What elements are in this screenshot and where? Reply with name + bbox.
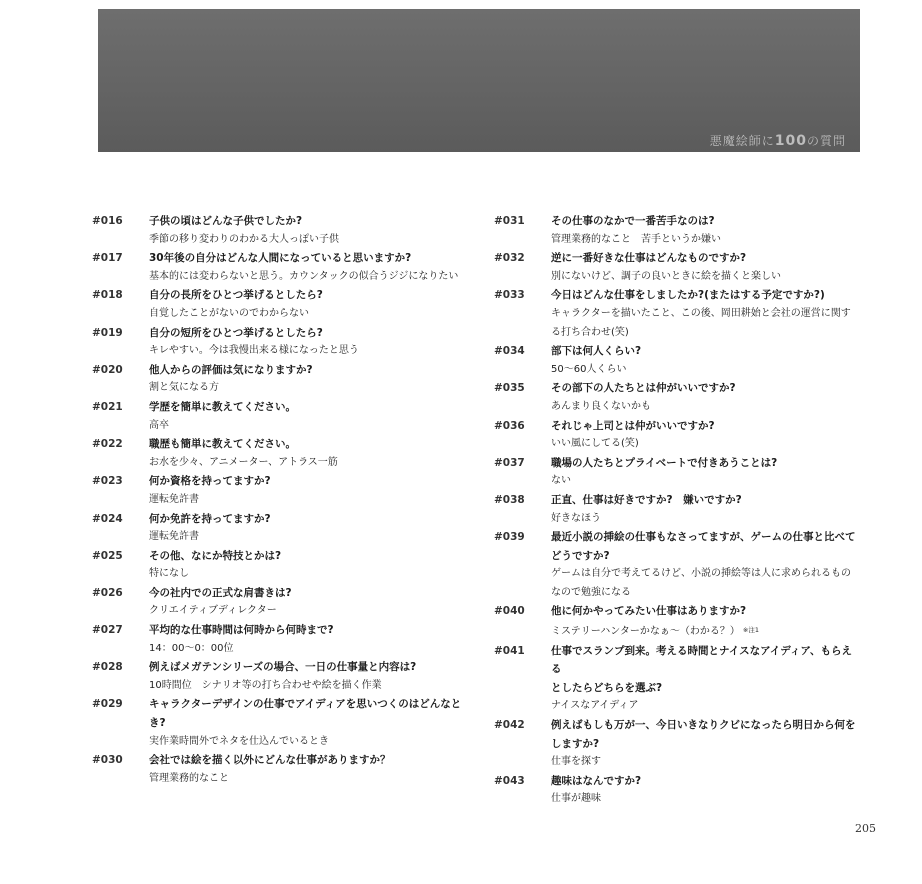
qa-item [494, 772, 862, 809]
qa-item [92, 621, 462, 658]
question-line: 職歴も簡単に教えてください。 [149, 438, 296, 451]
answer-line: お水を少々、アニメーター、アトラス一筋 [149, 456, 338, 468]
question-row [92, 510, 462, 529]
question-number: #035 [494, 382, 525, 395]
question-number: #028 [92, 661, 123, 674]
question-row [92, 435, 462, 454]
question-row [494, 454, 862, 473]
answer-line: 自覚したことがないのでわからない [149, 307, 309, 319]
answer-line: 好きなほう [551, 512, 601, 524]
qa-item [494, 716, 862, 772]
qa-item [494, 642, 862, 716]
question-row [494, 286, 862, 305]
question-text [149, 249, 411, 268]
answer-text [551, 510, 862, 529]
question-row [494, 379, 862, 398]
banner-title [710, 132, 846, 149]
qa-item [92, 361, 462, 398]
question-number: #041 [494, 644, 525, 657]
answer-text [149, 677, 462, 696]
answer-text [149, 342, 462, 361]
question-text [149, 212, 302, 231]
answer-text [551, 268, 862, 287]
answer-line: 割と気になる方 [149, 382, 219, 394]
question-text [149, 584, 292, 603]
question-number: #042 [494, 719, 525, 732]
banner-title-number: 100 [774, 133, 807, 149]
qa-item [92, 398, 462, 435]
question-row [92, 249, 462, 268]
qa-item [92, 584, 462, 621]
question-line: 今の社内での正式な肩書きは? [149, 586, 292, 599]
question-line: 部下は何人くらい? [551, 345, 642, 358]
question-line: 職場の人たちとプライベートで付きあうことは? [551, 456, 778, 469]
question-line: 平均的な仕事時間は何時から何時まで? [149, 624, 334, 637]
question-row [92, 212, 462, 231]
answer-text [551, 472, 862, 491]
qa-item [92, 435, 462, 472]
answer-text [149, 268, 462, 287]
question-number: #017 [92, 252, 123, 265]
question-text [149, 324, 323, 343]
question-text [551, 342, 641, 361]
question-row [92, 695, 462, 732]
question-number: #031 [494, 215, 525, 227]
question-line: その仕事のなかで一番苦手なのは? [551, 215, 715, 227]
question-text [551, 528, 856, 565]
left-qa-column [92, 212, 462, 788]
banner-title-suffix: の質問 [806, 134, 846, 148]
qa-item [494, 342, 862, 379]
question-text [551, 454, 777, 473]
question-row [92, 658, 462, 677]
question-text [551, 642, 862, 698]
question-number: #021 [92, 400, 123, 413]
question-number: #018 [92, 289, 123, 302]
right-qa-column [494, 212, 862, 809]
question-row [92, 324, 462, 343]
question-number: #034 [494, 345, 525, 358]
question-line: 30年後の自分はどんな人間になっていると思いますか? [149, 252, 412, 265]
question-text [551, 249, 746, 268]
question-number: #019 [92, 326, 123, 339]
qa-item [92, 751, 462, 788]
question-row [494, 772, 862, 791]
qa-item [494, 249, 862, 286]
question-text [149, 435, 296, 454]
answer-line: クリエイティブディレクター [149, 605, 277, 617]
question-row [494, 212, 862, 231]
question-text [551, 379, 736, 398]
answer-line: ミステリーハンターかなぁ〜（わかる？） [551, 626, 740, 638]
question-row [494, 602, 862, 621]
question-number: #027 [92, 624, 123, 637]
qa-item [92, 547, 462, 584]
answer-line: 管理業務的なこと [149, 772, 229, 784]
answer-line: 基本的には変わらないと思う。カウンタックの似合うジジになりたい [149, 270, 459, 282]
answer-text [149, 231, 462, 250]
answer-text [149, 417, 462, 436]
question-number: #037 [494, 456, 525, 469]
question-line: 学歴を簡単に教えてください。 [149, 400, 296, 413]
question-row [494, 249, 862, 268]
answer-text [551, 584, 862, 603]
answer-text [149, 640, 462, 659]
question-text [149, 547, 281, 566]
question-text [149, 658, 416, 677]
answer-line: キレやすい。今は我慢出来る様になったと思う [149, 345, 359, 357]
qa-item [92, 324, 462, 361]
question-row [92, 547, 462, 566]
question-row [92, 472, 462, 491]
question-row [494, 342, 862, 361]
question-text [551, 491, 742, 510]
answer-line: 仕事が趣味 [551, 793, 601, 805]
question-number: #033 [494, 289, 525, 302]
question-line: 趣味はなんですか? [551, 774, 642, 787]
answer-text [551, 324, 862, 343]
question-number: #040 [494, 605, 525, 618]
question-text [149, 751, 391, 770]
question-text [551, 772, 641, 791]
qa-item [494, 212, 862, 249]
question-text [551, 602, 746, 621]
answer-text [551, 231, 862, 250]
answer-text [551, 398, 862, 417]
answer-text [551, 697, 862, 716]
qa-item [494, 379, 862, 416]
qa-item [92, 695, 462, 751]
answer-line: ナイスなアイディア [551, 700, 639, 712]
qa-item [494, 286, 862, 342]
answer-line: 仕事を探す [551, 756, 601, 768]
answer-line: 別にないけど、調子の良いときに絵を描くと楽しい [551, 270, 781, 282]
answer-text [149, 565, 462, 584]
answer-line: キャラクターを描いたこと、この後、岡田耕始と会社の運営に関す [551, 307, 851, 319]
question-line: 逆に一番好きな仕事はどんなものですか? [551, 252, 747, 265]
question-text [149, 398, 296, 417]
qa-item [92, 249, 462, 286]
answer-line: 10時間位 シナリオ等の打ち合わせや絵を描く作業 [149, 679, 382, 691]
question-number: #036 [494, 419, 525, 432]
question-text [149, 286, 323, 305]
answer-text [551, 753, 862, 772]
answer-line: なので勉強になる [551, 586, 631, 598]
question-line: キャラクターデザインの仕事でアイディアを思いつくのはどんなとき? [149, 698, 462, 730]
qa-item [494, 454, 862, 491]
answer-text [149, 305, 462, 324]
answer-line: 高卒 [149, 419, 169, 431]
question-line: その部下の人たちとは仲がいいですか? [551, 382, 736, 395]
question-row [494, 417, 862, 436]
question-text [149, 621, 334, 640]
question-line: 自分の短所をひとつ挙げるとしたら? [149, 326, 323, 339]
answer-text [551, 305, 862, 324]
question-row [92, 361, 462, 380]
question-number: #024 [92, 512, 123, 525]
answer-line: ない [551, 475, 571, 487]
answer-text [149, 379, 462, 398]
answer-line: あんまり良くないかも [551, 400, 651, 412]
question-line: その他、なにか特技とかは? [149, 549, 282, 562]
question-text [149, 695, 462, 732]
answer-line: 運転免許書 [149, 493, 199, 505]
question-line: 例えばもしも万が一、今日いきなりクビになったら明日から何をしますか? [551, 719, 856, 750]
qa-item [494, 491, 862, 528]
question-line: 会社では絵を描く以外にどんな仕事がありますか？ [149, 754, 391, 767]
answer-line: 実作業時間外でネタを仕込んでいるとき [149, 735, 329, 747]
question-line: 自分の長所をひとつ挙げるとしたら? [149, 289, 323, 302]
qa-item [92, 286, 462, 323]
answer-text [551, 621, 862, 642]
answer-text [551, 565, 862, 584]
question-number: #023 [92, 475, 123, 488]
answer-text [551, 790, 862, 809]
question-number: #032 [494, 252, 525, 265]
question-text [551, 212, 715, 231]
footnote-marker: ※注1 [742, 626, 759, 635]
qa-item [92, 658, 462, 695]
answer-line: る打ち合わせ(笑) [551, 326, 629, 338]
question-row [92, 286, 462, 305]
question-text [149, 361, 313, 380]
answer-line: 季節の移り変わりのわかる大人っぽい子供 [149, 233, 339, 245]
page-number: 205 [855, 822, 876, 835]
answer-line: 特になし [149, 568, 189, 580]
question-line: どうですか? [551, 549, 610, 562]
question-line: 何か免許を持ってますか? [149, 512, 271, 525]
question-text [149, 472, 271, 491]
question-number: #025 [92, 549, 123, 562]
question-line: 他人からの評価は気になりますか? [149, 363, 313, 376]
question-number: #026 [92, 586, 123, 599]
question-line: 例えばメガテンシリーズの場合、一日の仕事量と内容は? [149, 661, 417, 674]
answer-line: 50〜60人くらい [551, 363, 627, 375]
answer-line: ゲームは自分で考えてるけど、小説の挿絵等は人に求められるもの [551, 568, 851, 580]
question-number: #030 [92, 754, 123, 767]
question-row [92, 621, 462, 640]
question-number: #029 [92, 698, 123, 711]
answer-text [149, 528, 462, 547]
qa-item [92, 212, 462, 249]
banner-title-prefix: 悪魔絵師に [709, 134, 775, 148]
qa-item [92, 472, 462, 509]
answer-text [149, 454, 462, 473]
answer-text [149, 602, 462, 621]
question-number: #022 [92, 438, 123, 451]
answer-text [149, 491, 462, 510]
question-line: 他に何かやってみたい仕事はありますか? [551, 605, 747, 618]
question-number: #016 [92, 215, 123, 227]
question-line: 正直、仕事は好きですか? 嫌いですか? [551, 493, 742, 506]
question-row [92, 751, 462, 770]
header-banner [98, 9, 860, 152]
question-row [92, 398, 462, 417]
question-line: 今日はどんな仕事をしましたか?(またはする予定ですか?) [551, 289, 825, 302]
question-row [92, 584, 462, 603]
question-row [494, 642, 862, 698]
question-number: #039 [494, 531, 525, 544]
question-row [494, 528, 862, 565]
question-text [551, 716, 862, 753]
answer-line: 運転免許書 [149, 531, 199, 543]
question-number: #020 [92, 363, 123, 376]
answer-line: 14：00〜0：00位 [149, 642, 234, 654]
question-line: 最近小説の挿絵の仕事もなさってますが、ゲームの仕事と比べて [551, 531, 856, 544]
answer-text [149, 733, 462, 752]
answer-line: いい風にしてる(笑) [551, 438, 639, 450]
qa-item [494, 417, 862, 454]
answer-text [149, 770, 462, 789]
question-row [494, 491, 862, 510]
question-text [551, 417, 715, 436]
answer-line: 管理業務的なこと 苦手というか嫌い [551, 233, 721, 245]
answer-text [551, 361, 862, 380]
question-line: 子供の頃はどんな子供でしたか? [149, 215, 303, 227]
qa-item [494, 602, 862, 641]
qa-item [92, 510, 462, 547]
question-line: 何か資格を持ってますか? [149, 475, 271, 488]
question-number: #043 [494, 774, 525, 787]
question-line: 仕事でスランプ到来。考える時間とナイスなアイディア、もらえる [551, 644, 853, 676]
question-text [551, 286, 825, 305]
question-text [149, 510, 271, 529]
question-line: としたらどちらを選ぶ? [551, 681, 663, 694]
question-number: #038 [494, 493, 525, 506]
qa-item [494, 528, 862, 602]
question-row [494, 716, 862, 753]
question-line: それじゃ上司とは仲がいいですか? [551, 419, 715, 432]
answer-text [551, 435, 862, 454]
